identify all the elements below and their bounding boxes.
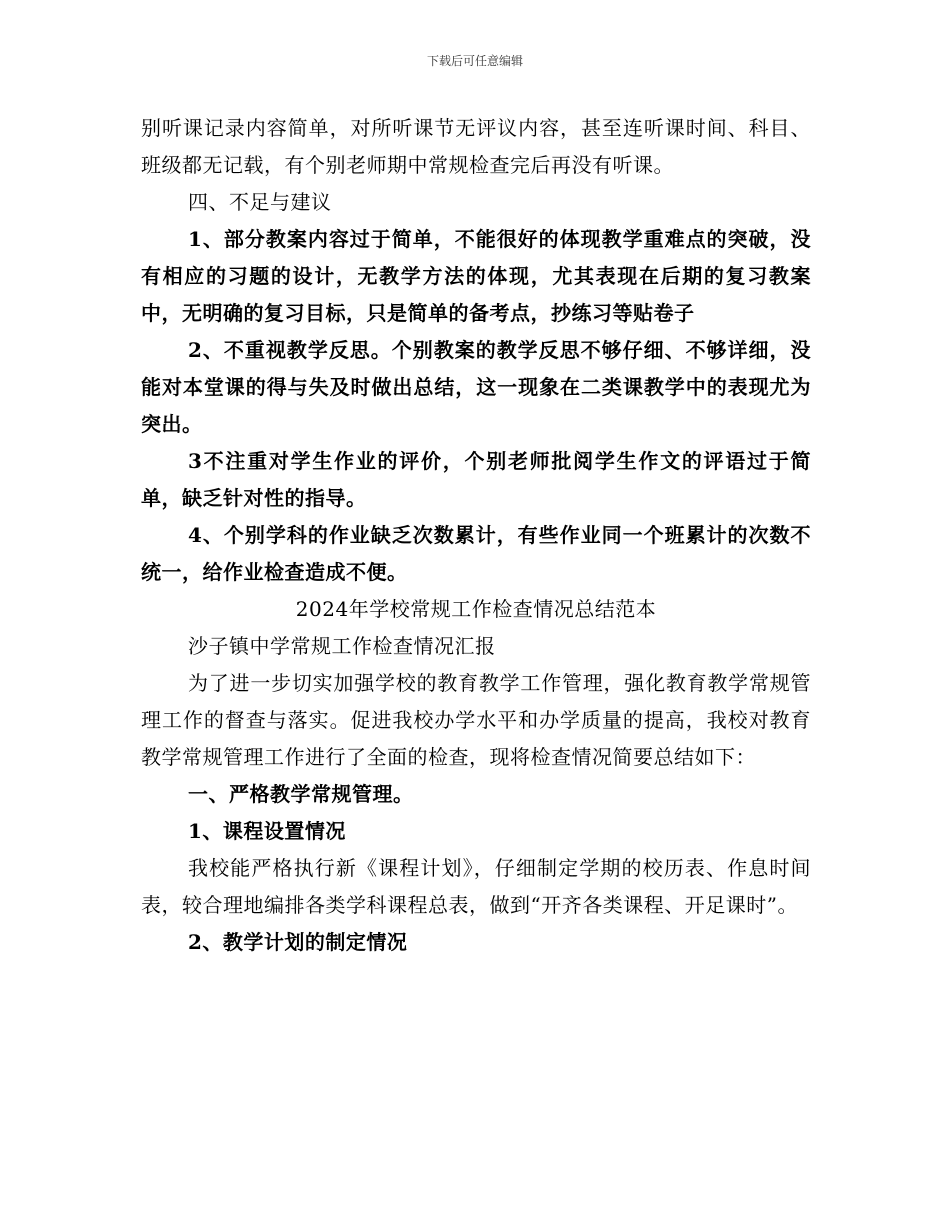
course-setup-paragraph: 我校能严格执行新《课程计划》，仔细制定学期的校历表、作息时间表，较合理地编排各类学科课程总表，做到“开齐各类课程、开足课时”。 <box>141 856 811 917</box>
suggestion-item-3: 3不注重对学生作业的评价，个别老师批阅学生作文的评语过于简单，缺乏针对性的指导。 <box>141 449 811 510</box>
section-heading-management: 一、严格教学常规管理。 <box>188 782 414 806</box>
document-title: 2024年学校常规工作检查情况总结范本 <box>295 597 657 621</box>
document-body <box>141 110 811 961</box>
section-heading-shortcomings: 四、不足与建议 <box>188 190 332 214</box>
suggestion-item-4: 4、个别学科的作业缺乏次数累计，有些作业同一个班累计的次数不统一，给作业检查造成不便。 <box>141 523 811 584</box>
intro-paragraph: 为了进一步切实加强学校的教育教学工作管理，强化教育教学常规管理工作的督查与落实。促进我校办学水平和办学质量的提高，我校对教育教学常规管理工作进行了全面的检查，现将检查情况简要总结如下： <box>141 671 811 769</box>
suggestion-item-1: 1、部分教案内容过于简单，不能很好的体现教学重难点的突破，没有相应的习题的设计，无教学方法的体现，尤其表现在后期的复习教案中，无明确的复习目标，只是简单的备考点，抄练习等贴卷子 <box>141 227 811 325</box>
suggestion-item-2: 2、不重视教学反思。个别教案的教学反思不够仔细、不够详细，没能对本堂课的得与失及时做出总结，这一现象在二类课教学中的表现尤为突出。 <box>141 338 811 436</box>
page-header-note: 下载后可任意编辑 <box>426 54 523 68</box>
subheading-teaching-plan: 2、教学计划的制定情况 <box>188 930 408 954</box>
subheading-course-setup: 1、课程设置情况 <box>188 819 346 843</box>
report-subtitle: 沙子镇中学常规工作检查情况汇报 <box>188 634 496 658</box>
paragraph-continuation: 别听课记录内容简单，对所听课节无评议内容，甚至连听课时间、科目、班级都无记载，有个别老师期中常规检查完后再没有听课。 <box>141 116 811 177</box>
